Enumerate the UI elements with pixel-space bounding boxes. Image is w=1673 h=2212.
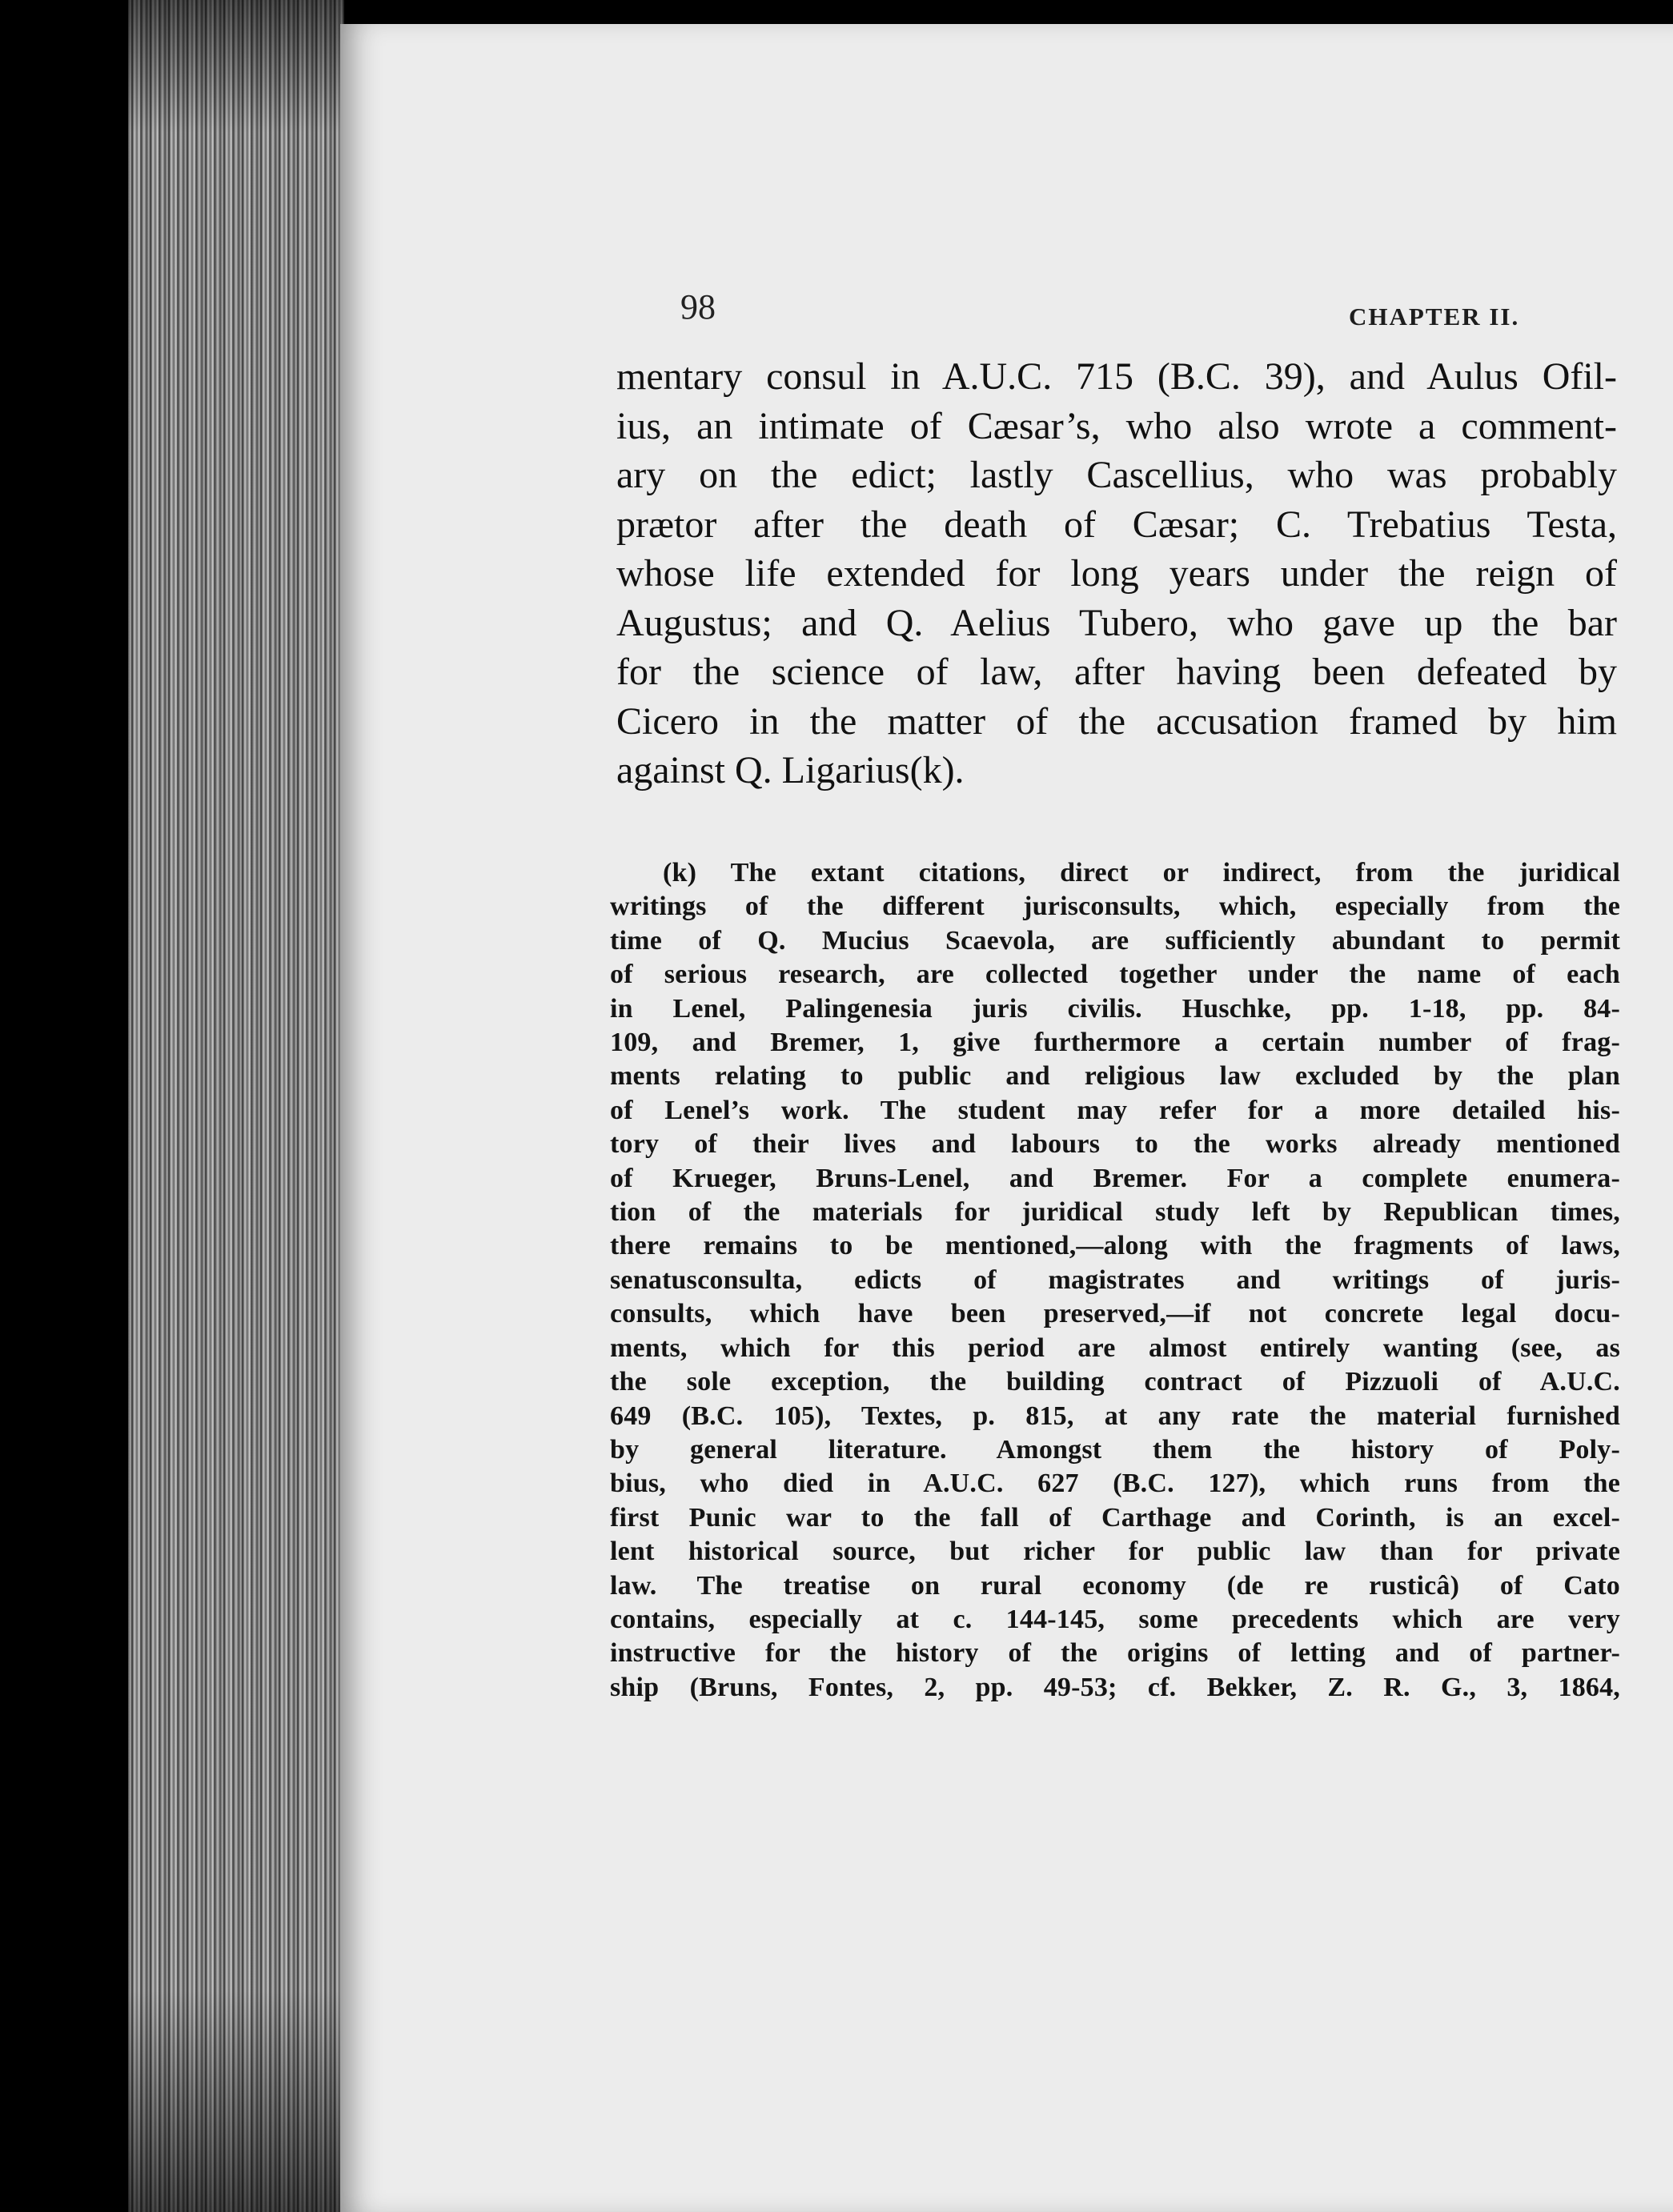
- main-paragraph: [616, 352, 1617, 795]
- body-line: Augustus; and Q. Aelius Tubero, who gave up the bar: [616, 601, 1617, 644]
- footnote-line: of Krueger, Bruns-Lenel, and Bremer. For a complete enumera-: [610, 1163, 1620, 1193]
- footnote-line: first Punic war to the fall of Carthage and Corinth, is an excel-: [610, 1502, 1620, 1533]
- body-line: for the science of law, after having been defeated by: [616, 651, 1617, 693]
- footnote-line: bius, who died in A.U.C. 627 (B.C. 127), which runs from the: [610, 1469, 1620, 1499]
- footnote-line: 649 (B.C. 105), Textes, p. 815, at any rate the material furnished: [610, 1401, 1620, 1431]
- footnote-line: writings of the different jurisconsults, which, especially from the: [610, 892, 1620, 922]
- footnote-line: law. The treatise on rural economy (de re rusticâ) of Cato: [610, 1570, 1620, 1601]
- body-line: Cicero in the matter of the accusation framed by him: [616, 699, 1617, 743]
- footnote-line: consults, which have been preserved,—if not concrete legal docu-: [610, 1299, 1620, 1329]
- footnote-line: ments relating to public and religious law excluded by the plan: [610, 1061, 1620, 1092]
- footnote-line: of Lenel’s work. The student may refer for a more detailed his-: [610, 1095, 1620, 1125]
- footnote-line: contains, especially at c. 144-145, some precedents which are very: [610, 1604, 1620, 1634]
- footnote-line: time of Q. Mucius Scaevola, are sufficiently abundant to permit: [610, 925, 1620, 956]
- body-line: against Q. Ligarius(k).: [616, 749, 965, 791]
- footnote-line: 109, and Bremer, 1, give furthermore a certain number of frag-: [610, 1028, 1620, 1058]
- footnote-line: the sole exception, the building contract of Pizzuoli of A.U.C.: [610, 1367, 1620, 1397]
- body-line: ius, an intimate of Cæsar’s, who also wrote a comment-: [616, 404, 1617, 447]
- footnote-line: senatusconsulta, edicts of magistrates and writings of juris-: [610, 1264, 1620, 1295]
- body-line: prætor after the death of Cæsar; C. Trebatius Testa,: [616, 503, 1617, 546]
- footnote-line: lent historical source, but richer for public law than for private: [610, 1537, 1620, 1567]
- footnote-line: in Lenel, Palingenesia juris civilis. Huschke, pp. 1-18, pp. 84-: [610, 993, 1620, 1024]
- footnote-line: tion of the materials for juridical study left by Republican times,: [610, 1197, 1620, 1228]
- footnote-line: (k) The extant citations, direct or indirect, from the juridical: [663, 858, 1620, 888]
- footnote-line: by general literature. Amongst them the history of Poly-: [610, 1434, 1620, 1465]
- body-line: mentary consul in A.U.C. 715 (B.C. 39), and Aulus Ofil-: [616, 355, 1617, 398]
- footnote-line: instructive for the history of the origins of letting and of partner-: [610, 1638, 1620, 1669]
- running-head: CHAPTER II.: [1349, 303, 1520, 331]
- page-number: 98: [680, 287, 716, 327]
- page-edge-shadow: [128, 0, 344, 2212]
- footnote-line: of serious research, are collected together under the name of each: [610, 960, 1620, 990]
- body-line: whose life extended for long years under the reign of: [616, 552, 1617, 595]
- footnote-line: ship (Bruns, Fontes, 2, pp. 49-53; cf. Bekker, Z. R. G., 3, 1864,: [610, 1672, 1620, 1702]
- footnote-k: [610, 856, 1620, 1705]
- body-line: ary on the edict; lastly Cascellius, who was probably: [616, 454, 1617, 496]
- footnote-line: ments, which for this period are almost entirely wanting (see, as: [610, 1332, 1620, 1363]
- footnote-line: tory of their lives and labours to the works already mentioned: [610, 1129, 1620, 1160]
- footnote-line: there remains to be mentioned,—along with the fragments of laws,: [610, 1231, 1620, 1261]
